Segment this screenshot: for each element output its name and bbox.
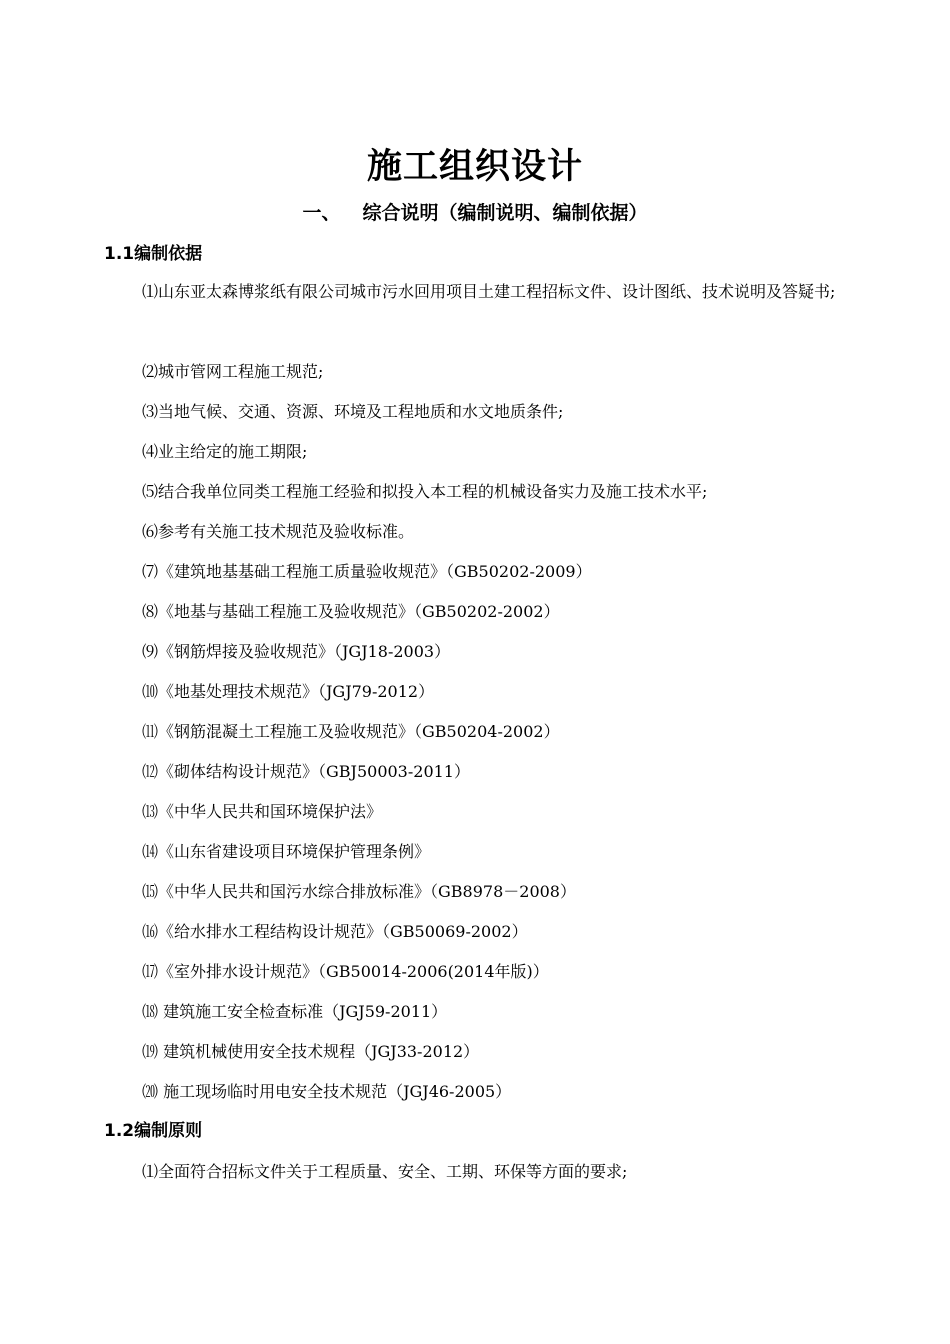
chapter-heading xyxy=(0,198,950,228)
basis-item-20: ⒇ 施工现场临时用电安全技术规范（JGJ46-2005） xyxy=(142,1082,512,1101)
basis-item-14: ⒁《山东省建设项目环境保护管理条例》 xyxy=(142,842,431,861)
basis-item-6: ⑹参考有关施工技术规范及验收标准。 xyxy=(142,522,415,541)
section-heading-1-2: 1.2编制原则 xyxy=(104,1121,203,1141)
basis-item-4: ⑷业主给定的施工期限; xyxy=(142,442,308,461)
basis-item-10: ⑽《地基处理技术规范》（JGJ79-2012） xyxy=(142,682,435,701)
basis-item-8: ⑻《地基与基础工程施工及验收规范》（GB50202-2002） xyxy=(142,602,560,621)
basis-item-17: ⒄《室外排水设计规范》（GB50014-2006(2014年版)） xyxy=(142,962,549,981)
basis-item-1: ⑴山东亚太森博浆纸有限公司城市污水回用项目土建工程招标文件、设计图纸、技术说明及答疑书; xyxy=(142,282,836,301)
basis-item-18: ⒅ 建筑施工安全检查标准（JGJ59-2011） xyxy=(142,1002,448,1021)
basis-item-7: ⑺《建筑地基基础工程施工质量验收规范》（GB50202-2009） xyxy=(142,562,592,581)
basis-item-13: ⒀《中华人民共和国环境保护法》 xyxy=(142,802,383,821)
section-heading-1-1: 1.1编制依据 xyxy=(104,244,203,264)
document-title: 施工组织设计 xyxy=(366,146,583,187)
basis-item-15: ⒂《中华人民共和国污水综合排放标准》（GB8978－2008） xyxy=(142,882,576,901)
basis-item-12: ⑿《砌体结构设计规范》（GBJ50003-2011） xyxy=(142,762,470,781)
basis-item-2: ⑵城市管网工程施工规范; xyxy=(142,362,324,381)
chapter-number: 一、 xyxy=(302,202,341,224)
basis-item-3: ⑶当地气候、交通、资源、环境及工程地质和水文地质条件; xyxy=(142,402,564,421)
basis-item-19: ⒆ 建筑机械使用安全技术规程（JGJ33-2012） xyxy=(142,1042,480,1061)
basis-item-11: ⑾《钢筋混凝土工程施工及验收规范》（GB50204-2002） xyxy=(142,722,560,741)
principle-item-1: ⑴全面符合招标文件关于工程质量、安全、工期、环保等方面的要求; xyxy=(142,1162,628,1181)
basis-item-9: ⑼《钢筋焊接及验收规范》（JGJ18-2003） xyxy=(142,642,451,661)
basis-item-16: ⒃《给水排水工程结构设计规范》（GB50069-2002） xyxy=(142,922,528,941)
chapter-title: 综合说明（编制说明、编制依据） xyxy=(362,202,648,224)
basis-item-5: ⑸结合我单位同类工程施工经验和拟投入本工程的机械设备实力及施工技术水平; xyxy=(142,482,708,501)
